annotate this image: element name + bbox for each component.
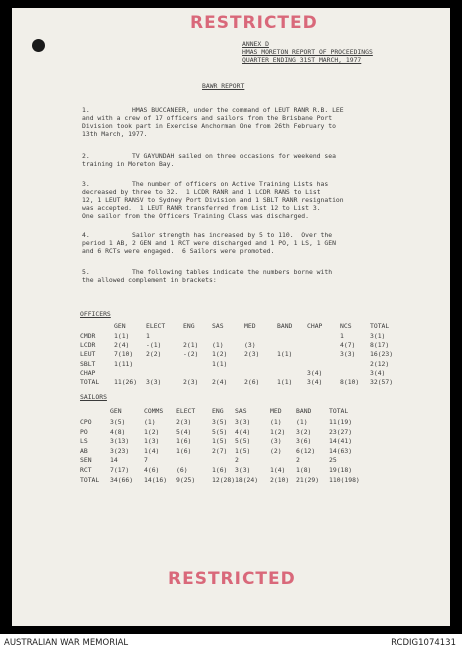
column-header: BAND <box>296 407 312 415</box>
table-cell: 2(12) <box>370 359 390 368</box>
column-header: MED <box>244 322 256 330</box>
table-cell: 4(4) <box>235 427 251 436</box>
table-cell: 1(1) <box>277 378 293 386</box>
paragraph-number: 2. <box>82 152 90 160</box>
paragraph-number: 4. <box>82 231 90 239</box>
table-cell: 3(13) <box>110 437 130 446</box>
column-header: NCS <box>340 322 352 330</box>
table-cell: 1(1) <box>212 359 228 368</box>
paragraph-line: and with a crew of 17 officers and sailors from the Brisbane Port <box>82 114 333 122</box>
column-header: GEN <box>110 407 122 415</box>
table-cell: 1(5) <box>235 446 251 455</box>
document-header <box>242 40 373 64</box>
sailors-title: SAILORS <box>80 393 107 401</box>
table-cell: 25 <box>329 456 337 465</box>
table-cell: 1(2) <box>270 427 286 436</box>
table-cell: 14(41) <box>329 437 353 446</box>
table-cell: (1) <box>144 418 156 426</box>
document-page <box>12 8 450 626</box>
table-cell: 1 <box>340 332 344 340</box>
table-cell: 1(8) <box>296 466 312 474</box>
table-cell: 32(57) <box>370 378 394 386</box>
row-label: RCT <box>80 466 92 474</box>
table-cell: -(2) <box>183 350 199 359</box>
footer-id: RCDIG1074131 <box>391 638 456 648</box>
table-cell: 2(1) <box>183 341 199 350</box>
table-cell: 3(5) <box>212 418 228 426</box>
table-cell: 9(25) <box>176 475 196 484</box>
table-cell: (1) <box>296 418 308 426</box>
table-cell: 1(4) <box>144 446 160 455</box>
table-cell: 2(3) <box>183 378 199 386</box>
table-cell: -(1) <box>146 341 162 350</box>
column-header: BAND <box>277 322 293 330</box>
table-cell: 2(4) <box>114 341 130 350</box>
table-cell: 2(7) <box>212 446 228 455</box>
table-cell: 18(24) <box>235 475 259 484</box>
row-label: CMDR <box>80 332 96 340</box>
paragraph-line: decreased by three to 32. 1 LCDR RANR and 1 LCDR RANS to List <box>82 188 321 196</box>
table-cell: 2(3) <box>176 418 192 426</box>
table-cell: 11(19) <box>329 418 353 426</box>
row-label: SEN <box>80 456 92 465</box>
column-header: ELECT <box>146 322 166 330</box>
table-cell: (6) <box>176 466 188 474</box>
table-cell: 3(5) <box>110 418 126 426</box>
table-cell: 2(4) <box>212 378 228 386</box>
table-cell: 1(5) <box>212 437 228 446</box>
table-cell: 5(5) <box>212 427 228 436</box>
paragraph-line: 13th March, 1977. <box>82 130 148 138</box>
paragraph-line: Division took part in Exercise Anchorman One from 26th February to <box>82 122 336 130</box>
table-cell: 3(3) <box>235 418 251 426</box>
table-cell: 11(26) <box>114 378 138 386</box>
paragraph-line: period 1 AB, 2 GEN and 1 RCT were discharged and 1 PO, 1 LS, 1 GEN <box>82 239 336 247</box>
table-cell: 1(3) <box>144 437 160 446</box>
column-header: COMMS <box>144 407 164 415</box>
paragraph-line: The number of officers on Active Training Lists has <box>132 180 329 188</box>
table-cell: 7(17) <box>110 466 130 474</box>
column-header: TOTAL <box>329 407 349 415</box>
paragraph-number: 1. <box>82 106 90 114</box>
table-cell: 3(4) <box>307 368 323 377</box>
paragraph-line: HMAS BUCCANEER, under the command of LEUT RANR R.B. LEE <box>132 106 344 114</box>
row-label: TOTAL <box>80 475 100 484</box>
table-cell: (1) <box>270 418 282 426</box>
table-cell: 16(23) <box>370 350 394 359</box>
paragraph-number: 5. <box>82 268 90 276</box>
paragraph-line: 12, 1 LEUT RANSV to Sydney Port Division and 1 SBLT RANR resignation <box>82 196 344 204</box>
table-cell: 1(11) <box>114 359 134 368</box>
table-cell: 2(6) <box>244 378 260 386</box>
restricted-stamp-top: RESTRICTED <box>190 13 318 33</box>
table-cell: 1(1) <box>114 332 130 340</box>
column-header: TOTAL <box>370 322 390 330</box>
table-cell: 7 <box>144 456 148 465</box>
officers-title: OFFICERS <box>80 310 111 318</box>
table-cell: 1(4) <box>270 466 286 474</box>
paragraph-line: Sailor strength has increased by 5 to 110. Over the <box>132 231 333 239</box>
paragraph-line: TV GAYUNDAH sailed on three occasions for weekend sea <box>132 152 336 160</box>
row-label: LCDR <box>80 341 96 350</box>
table-cell: 2(3) <box>244 350 260 359</box>
column-header: GEN <box>114 322 126 330</box>
archive-footer <box>0 634 462 653</box>
table-cell: 14(63) <box>329 446 353 455</box>
table-cell: 3(4) <box>370 368 386 377</box>
column-header: SAS <box>212 322 224 330</box>
table-cell: 21(29) <box>296 475 320 484</box>
column-header: SAS <box>235 407 247 415</box>
table-cell: 1(2) <box>144 427 160 436</box>
paragraph-line: One sailor from the Officers Training Class was discharged. <box>82 212 310 220</box>
table-cell: 2(2) <box>146 350 162 359</box>
column-header: MED <box>270 407 282 415</box>
footer-source: AUSTRALIAN WAR MEMORIAL <box>4 638 129 648</box>
table-cell: 3(1) <box>370 332 386 340</box>
table-cell: 2 <box>235 456 239 465</box>
table-cell: 3(4) <box>307 378 323 386</box>
table-cell: 8(17) <box>370 341 390 350</box>
table-cell: 3(3) <box>340 350 356 359</box>
table-cell: (2) <box>270 446 282 455</box>
table-cell: 34(66) <box>110 475 134 484</box>
row-label: LS <box>80 437 88 446</box>
row-label: CPO <box>80 418 92 426</box>
table-cell: 3(3) <box>235 466 251 474</box>
table-cell: 1(6) <box>212 466 228 474</box>
row-label: AB <box>80 446 88 455</box>
row-label: PO <box>80 427 88 436</box>
column-header: ENG <box>212 407 224 415</box>
table-cell: (3) <box>270 437 282 446</box>
table-cell: 6(12) <box>296 446 316 455</box>
row-label: TOTAL <box>80 378 100 386</box>
paragraph-line: the allowed complement in brackets: <box>82 276 217 284</box>
paragraph-number: 3. <box>82 180 90 188</box>
paragraph-line: The following tables indicate the numbers borne with <box>132 268 333 276</box>
report-title: HMAS MORETON REPORT OF PROCEEDINGS <box>242 48 373 56</box>
column-header: ELECT <box>176 407 196 415</box>
table-cell: 3(23) <box>110 446 130 455</box>
column-header: ENG <box>183 322 195 330</box>
table-cell: 4(8) <box>110 427 126 436</box>
paragraph-line: was accepted. 1 LEUT RANR transferred from List 12 to List 3. <box>82 204 321 212</box>
report-period: QUARTER ENDING 31ST MARCH, 1977 <box>242 56 362 64</box>
table-cell: 8(10) <box>340 378 360 386</box>
table-cell: 12(28) <box>212 475 236 484</box>
table-cell: 5(4) <box>176 427 192 436</box>
table-cell: (3) <box>244 341 256 350</box>
table-cell: 5(5) <box>235 437 251 446</box>
section-heading: BAWR REPORT <box>202 82 245 90</box>
table-cell: 1 <box>146 332 150 340</box>
annex-label: ANNEX D <box>242 40 269 48</box>
punch-hole <box>32 39 45 52</box>
table-cell: 3(6) <box>296 437 312 446</box>
table-cell: 4(6) <box>144 466 160 474</box>
table-cell: 19(18) <box>329 466 353 474</box>
table-cell: 1(6) <box>176 437 192 446</box>
row-label: CHAP <box>80 368 96 377</box>
table-cell: 3(2) <box>296 427 312 436</box>
paragraph-line: and 6 RCTs were engaged. 6 Sailors were promoted. <box>82 247 275 255</box>
table-cell: 2(10) <box>270 475 290 484</box>
table-cell: 3(3) <box>146 378 162 386</box>
table-cell: 2 <box>296 456 300 465</box>
table-cell: 110(198) <box>329 475 360 484</box>
table-cell: 14(16) <box>144 475 168 484</box>
table-cell: 23(27) <box>329 427 353 436</box>
table-cell: 14 <box>110 456 118 465</box>
table-cell: 7(10) <box>114 350 134 359</box>
paragraph-line: training in Moreton Bay. <box>82 160 175 168</box>
column-header: CHAP <box>307 322 323 330</box>
table-cell: 1(6) <box>176 446 192 455</box>
table-cell: 1(1) <box>277 350 293 359</box>
table-cell: 1(2) <box>212 350 228 359</box>
table-cell: 4(7) <box>340 341 356 350</box>
row-label: LEUT <box>80 350 96 359</box>
table-cell: (1) <box>212 341 224 350</box>
restricted-stamp-bottom: RESTRICTED <box>168 569 296 589</box>
row-label: SBLT <box>80 359 96 368</box>
